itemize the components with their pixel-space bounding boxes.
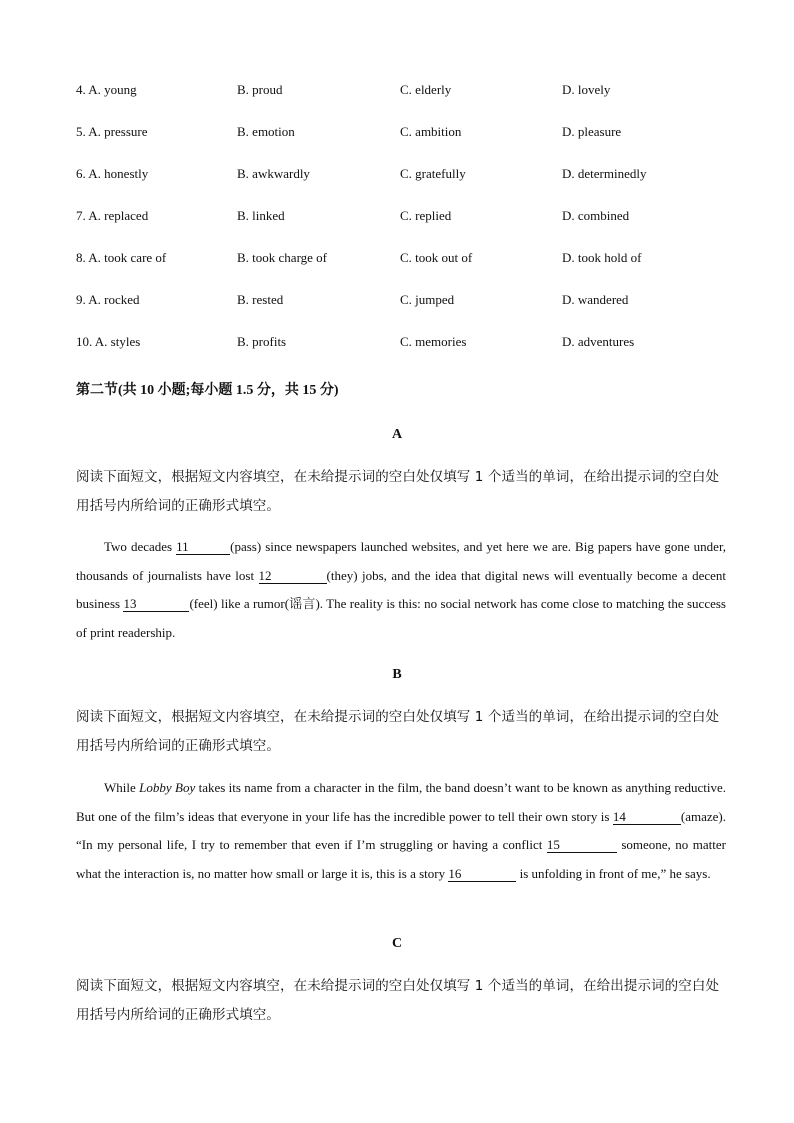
passage-text: takes its name from a character in the film, the band doesn’t want to be known as anything reductive. But one of the film’s ideas that everyone in your life has the incredible power to tell their own story is xyxy=(76,780,726,824)
option-d: D. determinedly xyxy=(562,166,647,181)
section-title: 第二节(共 10 小题;每小题 1.5 分，共 15 分) xyxy=(76,383,339,398)
option-b: B. proud xyxy=(237,82,283,97)
option-a: 6. A. honestly xyxy=(76,166,149,181)
passage-a-instruction: 阅读下面短文，根据短文内容填空，在未给提示词的空白处仅填写 1 个适当的单词，在给出提示词的空白处用括号内所给词的正确形式填空。 xyxy=(76,469,720,514)
film-title: Lobby Boy xyxy=(139,780,196,795)
passage-text: (pass) since newspapers launched websites, and yet here we are. Big papers have gone under, thousands of journalists have lost xyxy=(76,539,727,583)
option-b: B. took charge of xyxy=(237,250,328,265)
question-6-options xyxy=(76,166,726,186)
question-8-options xyxy=(76,250,726,270)
option-d: D. combined xyxy=(562,208,630,223)
option-b: B. linked xyxy=(237,208,285,223)
option-d: D. wandered xyxy=(562,292,629,307)
passage-b-label: B xyxy=(392,667,402,682)
passage-text: (feel) like a rumor(谣言). The reality is this: no social network has come close to matching the success of print readership. xyxy=(76,596,726,641)
option-c: C. memories xyxy=(400,334,467,349)
passage-text: (they) jobs, and the idea that digital news will eventually become a decent business xyxy=(76,567,726,612)
question-9-options xyxy=(76,292,726,312)
passage-text: Two decades xyxy=(104,539,177,554)
passage-b-instruction: 阅读下面短文，根据短文内容填空，在未给提示词的空白处仅填写 1 个适当的单词，在给出提示词的空白处用括号内所给词的正确形式填空。 xyxy=(76,709,720,754)
option-b: B. profits xyxy=(237,334,287,349)
option-d: D. pleasure xyxy=(562,124,622,139)
blank-14[interactable]: 14 xyxy=(613,809,681,825)
option-a: 9. A. rocked xyxy=(76,292,140,307)
question-4-options xyxy=(76,82,726,102)
passage-a-text xyxy=(76,533,726,648)
passage-text: is unfolding in front of me,” he says. xyxy=(516,866,711,882)
blank-15[interactable]: 15 xyxy=(547,837,617,853)
passage-b-text xyxy=(76,774,726,889)
option-b: B. awkwardly xyxy=(237,166,310,181)
passage-c-instruction: 阅读下面短文，根据短文内容填空，在未给提示词的空白处仅填写 1 个适当的单词，在给出提示词的空白处用括号内所给词的正确形式填空。 xyxy=(76,978,720,1023)
option-c: C. elderly xyxy=(400,82,452,97)
option-c: C. jumped xyxy=(400,292,455,307)
option-c: C. ambition xyxy=(400,124,462,139)
option-b: B. emotion xyxy=(237,124,295,139)
passage-a-label: A xyxy=(391,427,403,442)
blank-12[interactable]: 12 xyxy=(259,568,327,584)
passage-text: someone, no matter what the interaction is, no matter how small or large it is, this is a story xyxy=(76,837,726,882)
passage-text: (amaze). “In my personal life, I try to remember that even if I’m struggling or having a conflict xyxy=(76,808,726,853)
option-a: 10. A. styles xyxy=(76,334,141,349)
question-5-options xyxy=(76,124,726,144)
option-a: 4. A. young xyxy=(76,82,137,97)
question-10-options xyxy=(76,334,726,354)
option-d: D. adventures xyxy=(562,334,635,349)
passage-c-label: C xyxy=(391,936,403,951)
blank-16[interactable]: 16 xyxy=(448,866,516,882)
blank-11[interactable]: 11 xyxy=(176,539,230,555)
passage-text: While xyxy=(104,780,140,795)
option-a: 8. A. took care of xyxy=(76,250,167,265)
option-c: C. gratefully xyxy=(400,166,466,181)
option-c: C. replied xyxy=(400,208,452,223)
blank-13[interactable]: 13 xyxy=(123,596,189,612)
option-c: C. took out of xyxy=(400,250,473,265)
option-d: D. took hold of xyxy=(562,250,642,265)
option-a: 5. A. pressure xyxy=(76,124,148,139)
option-b: B. rested xyxy=(237,292,284,307)
question-7-options xyxy=(76,208,726,228)
option-d: D. lovely xyxy=(562,82,611,97)
option-a: 7. A. replaced xyxy=(76,208,149,223)
